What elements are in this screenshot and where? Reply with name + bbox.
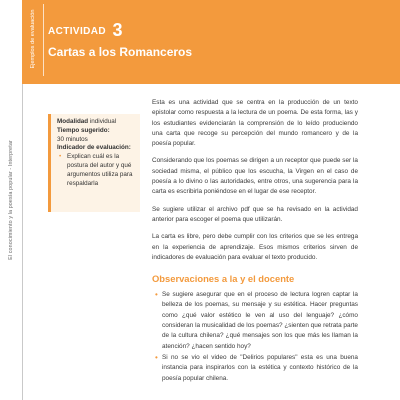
indicator-list	[57, 153, 134, 188]
activity-header-band	[22, 0, 400, 84]
unit-label: El conocimiento y la poesía popular - Interpretar	[8, 140, 14, 260]
modality-label: Modalidad	[57, 118, 89, 125]
section-tab	[24, 4, 44, 76]
paragraph-intro: Esta es una actividad que se centra en la producción de un texto epistolar como respuesta a la lectura de un poema. De esta forma, las y los estudiantes evidenciarán la comprensión de lo leído produciendo una carta que recoge su percepción del mundo romancero y de la poesía popular.	[152, 99, 358, 148]
activity-title: Cartas a los Romanceros	[48, 45, 193, 59]
paragraph-receiver: Considerando que los poemas se dirigen a un receptor que puede ser la sociedad misma, el público que los escucha, la Virgen en el caso de poesía a lo divino o las autoridades, entre otros, una sugerencia para la carta es escribirla poniéndose en el lugar de ese receptor.	[152, 157, 358, 196]
activity-number: 3	[112, 20, 123, 40]
observations-heading: Observaciones a la y el docente	[152, 273, 295, 285]
activity-info-box	[48, 114, 140, 212]
main-content	[152, 98, 358, 385]
section-tab-label: Ejemplos de evaluación	[29, 9, 36, 69]
indicator-item: • Explican cuál es la postura del autor y qué argumentos utiliza para respaldarla	[63, 153, 134, 188]
observation-item: • Si no se vio el video de "Delirios populares" esta es una buena instancia para inspirarlos con la estética y contexto histórico de la poesía popular chilena.	[162, 353, 358, 384]
modality-row	[57, 118, 134, 127]
time-value: 30 minutos	[57, 135, 88, 143]
observations-list	[152, 290, 358, 384]
paragraph-pdf: Se sugiere utilizar el archivo pdf que se ha revisado en la actividad anterior para escoger el poema que utilizarán.	[152, 205, 358, 223]
activity-word: ACTIVIDAD	[48, 26, 107, 37]
time-label: Tiempo sugerido:	[57, 126, 110, 134]
modality-value: individual	[89, 118, 117, 125]
activity-number-line	[48, 20, 123, 41]
observation-item: • Se sugiere asegurar que en el proceso de lectura logren captar la belleza de los poemas, su mensaje y su estética. Hacer preguntas como ¿qué valor estético le ven al uso del lenguaje? ¿cómo consideran la musicalidad de los poemas? ¿sienten que retrata parte de la cultura chilena? ¿qué mensajes son los que más les llaman la atención? ¿hacen sentido hoy?	[162, 290, 358, 352]
indicator-label: Indicador de evaluación:	[57, 144, 131, 152]
sidebar-strip	[0, 0, 23, 400]
paragraph-criteria: La carta es libre, pero debe cumplir con los criterios que se les entrega en la experiencia de aprendizaje. Esos mismos criterios sirven de indicadores de evaluación para evaluar el texto producido.	[152, 233, 358, 261]
